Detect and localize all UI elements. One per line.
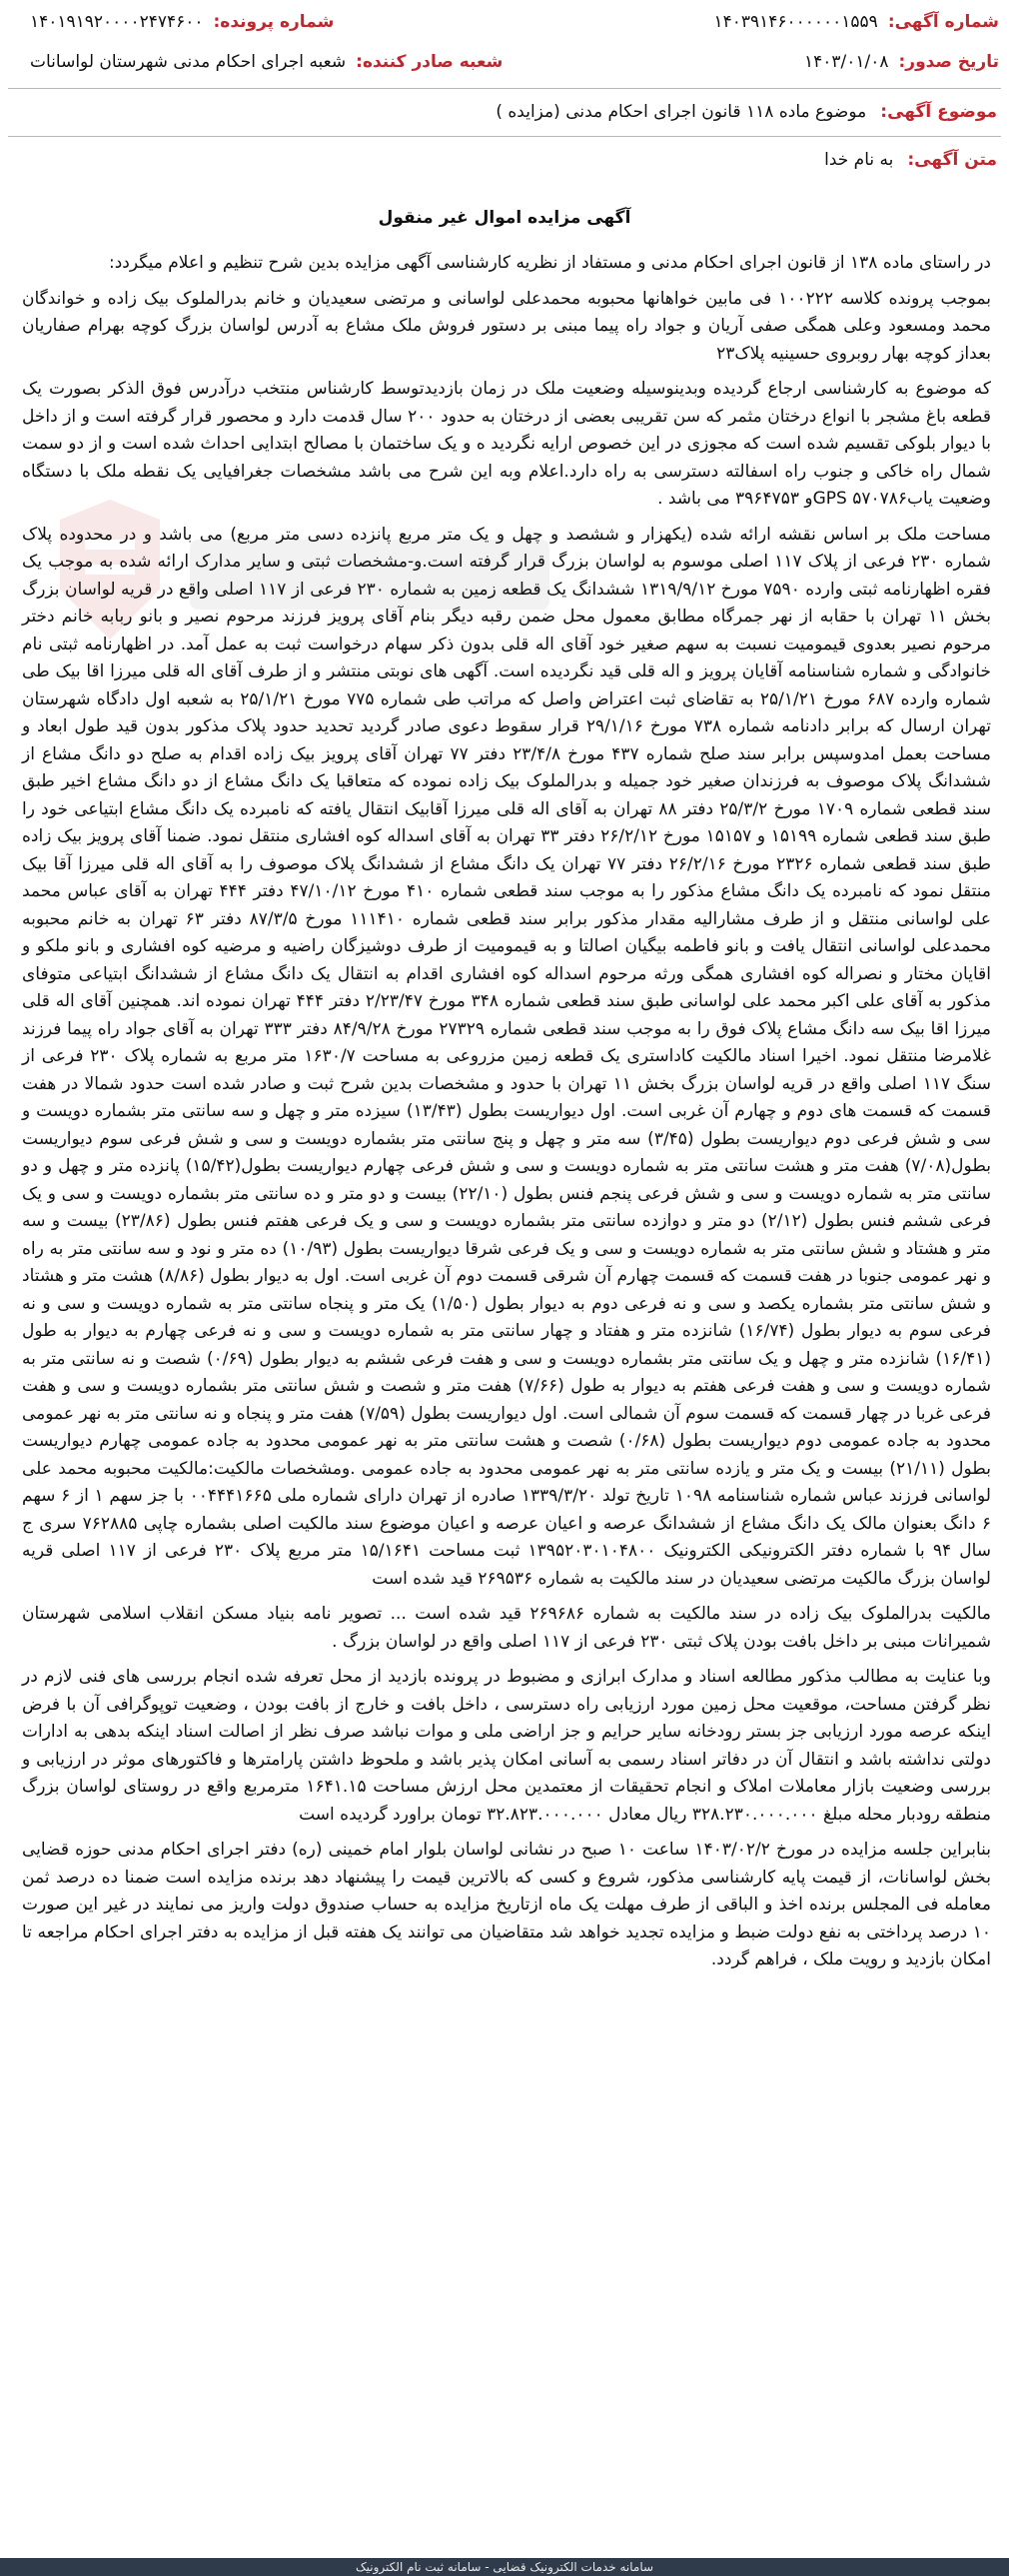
ad-number-group [713,12,999,32]
paragraph-ownership: مالکیت بدرالملوک بیک زاده در سند مالکیت به شماره ۲۶۹۶۸۶ قید شده است ... تصویر نامه بنیاد مسکن انقلاب اسلامی شهرستان شمیرانات مبنی بر داخل بافت بودن پلاک ثبتی ۲۳۰ فرعی از ۱۱۷ اصلی واقع در لواسان بزرگ . [22,1604,991,1652]
paragraph-inspection: که موضوع به کارشناسی ارجاع گردیده وبدینوسیله وضعیت ملک در زمان بازدیدتوسط کارشناس منتخب درآدرس فوق الذکر بصورت یک قطعه باغ مشجر با انواع درختان مثمر که سن تقریبی بعضی از درختان به حدود ۲۰۰ سال قدمت دارد و محصور قرار گرفته است و از داخل با دیوار بلوکی تقسیم شده است که مجوزی در این خصوص ارایه نگردید ه و یک ساختمان با مصالح ابتدایی احداث شده است و از دو سمت شمال راه خاکی و جنوب راه اسفالته دسترسی به راه دارد.اعلام وبه این شرح می باشد مشخصات جغرافیایی یک نقطه ملک با دستگاه وضعیت یابGPS ۵۷۰۷۸۶و ۳۹۶۴۷۵۳ می باشد . [22,379,991,509]
issue-date-group [804,52,999,72]
header-divider [8,88,1001,89]
text-label: متن آگهی: [907,150,997,170]
issuer-label: شعبه صادر کننده: [356,52,504,72]
subject-label: موضوع آگهی: [880,102,997,122]
page-footer: سامانه خدمات الکترونیک قضایی - سامانه ثبت نام الکترونیک [0,2558,1009,2576]
case-number-label: شماره پرونده: [213,12,335,32]
subject-value: موضوع ماده ۱۱۸ قانون اجرای احکام مدنی (مزایده ) [496,102,867,122]
issue-date-label: تاریخ صدور: [898,52,999,72]
case-number-group [30,12,334,32]
ad-number-label: شماره آگهی: [887,12,999,32]
paragraph-auction: بنابراین جلسه مزایده در مورخ ۱۴۰۳/۰۲/۲ ساعت ۱۰ صبح در نشانی لواسان بلوار امام خمینی (ره) دفتر اجرای احکام مدنی حوزه قضایی بخش لواسانات، از قیمت پایه کارشناسی مذکور، شروع و کسی که بالاترین قیمت را پیشنهاد دهد برنده مزایده است ضمنا ده درصد ثمن معامله فی المجلس برنده اخذ و الباقی از طرف مهلت یک ماه ازتاریخ مزایده به حساب صندوق دولت واریز می نمایند در غیر این صورت ۱۰ درصد پرداختی به نفع دولت ضبط و مزایده تجدید خواهد شد متقاضیان می توانند یک هفته قبل از مزایده به دفتر اجرای احکام مراجعه تا امکان بازدید و رویت ملک ، فراهم گردد. [22,1840,991,1969]
document-title: آگهی مزایده اموال غیر منقول [378,208,631,228]
subject-row [12,102,997,122]
document-body [22,250,991,1982]
issue-date-value: ۱۴۰۳/۰۱/۰۸ [803,52,889,72]
issuer-group [30,52,503,72]
paragraph-valuation: وبا عنایت به مطالب مذکور مطالعه اسناد و مدارک ابرازی و مضبوط در پرونده بازدید از محل تعرفه شده انجام بررسی های فنی لازم در نظر گرفتن مساحت، موقعیت محل زمین مورد ارزیابی راه دسترسی ، داخل بافت و خارج از بافت بودن ، وضعیت توپوگرافی آن با فرض اینکه عرصه مورد ارزیابی جز بستر رودخانه سایر حرایم و جز اراضی ملی و موات نباشد صرف نظر از اصالت اسناد اینکه بدهی به ادارات دولتی نداشته باشد و انتقال آن در دفاتر اسناد رسمی به آسانی امکان پذیر باشد و ملحوظ داشتن پارامترها و فاکتورهای موثر در ارزیابی و بررسی وضعیت بازار معاملات املاک و انجام تحقیقات از معتمدین محل ارزش مساحت ۱۶۴۱.۱۵ مترمربع واقع در روستای لواسان بزرگ منطقه رودبار محله مبلغ ۳۲۸.۲۳۰.۰۰۰.۰۰۰ ریال معادل ۳۲.۸۲۳.۰۰۰.۰۰۰ تومان براورد گردیده است [22,1667,991,1825]
paragraph-registry: مساحت ملک بر اساس نقشه ارائه شده (یکهزار و ششصد و چهل و یک متر مربع پانزده دسی متر مربع) می باشد و در محدوده پلاک شماره ۲۳۰ فرعی از پلاک ۱۱۷ اصلی موسوم به لواسان بزرگ قرار گرفته است.و-مشخصات ثبتی و سایر مدارک ارائه شده به موجب یک فقره اظهارنامه ثبتی وارده ۷۵۹۰ مورخ ۱۳۱۹/۹/۱۲ ششدانگ یک قطعه زمین به شماره ۲۳۰ فرعی از ۱۱۷ اصلی واقع در قریه لواسان بزرگ بخش ۱۱ تهران با حقابه از نهر جمرگاه مطابق معمول محل ضمن رقبه دیگر بنام آقای پرویز فرزند مرحوم نصیر و بانو ربابه خانم دختر مرحوم نصیر بعدوی قیمومیت نسبت به سهم صغیر خود آقای اله قلی بدون ذکر سهام درخواست ثبت به عمل آمد. در اظهارنامه ثبتی نام خانوادگی و شماره شناسنامه آقایان پرویز و اله قلی قید نگردیده است. آگهی های نوبتی منتشر و از طرف آقای اله قلی میرزا اقا بیک طی شماره وارده ۶۸۷ مورخ ۲۵/۱/۲۱ به تقاضای ثبت اعتراض واصل که مراتب طی شماره ۷۷۵ مورخ ۲۵/۱/۲۱ به شعبه اول دادگاه شهرستان تهران ارسال که برابر دادنامه شماره ۷۳۸ مورخ ۲۹/۱/۱۶ قرار سقوط دعوی صادر گردید تحدید حدود پلاک مذکور بدون قید طول ابعاد و مساحت بعمل امدوسپس برابر سند صلح شماره ۴۳۷ مورخ ۲۳/۴/۸ دفتر ۷۷ تهران آقای پرویز بیک زاده اقدام به صلح دو دانگ مشاع از ششدانگ پلاک موصوف به فرزندان صغیر خود جمیله و بدرالملوک بیک زاده نموده که متعاقبا یک دانگ مشاع از دو دانگ مشاع اخیر طبق سند قطعی شماره ۱۷۰۹ مورخ ۲۵/۳/۲ دفتر ۸۸ تهران به آقای اله قلی میرزا آقابیک انتقال یافته که نامبرده یک دانگ مشاع ابتیاعی خود را طبق سند قطعی شماره ۱۵۱۹۹ و ۱۵۱۵۷ مورخ ۲۶/۲/۱۲ دفتر ۳۳ تهران به آقای اسداله کوه افشاری منتقل نمود. ضمنا آقای پرویز بیک زاده طبق سند قطعی شماره ۲۳۲۶ مورخ ۲۶/۲/۱۶ دفتر ۷۷ تهران یک دانگ مشاع از ششدانگ پلاک موصوف را به آقای اله قلی میرزا آقا بیک منتقل نمود که نامبرده یک دانگ مشاع مذکور را به موجب سند قطعی شماره ۴۱۰ مورخ ۴۷/۱۰/۱۲ دفتر ۴۴۴ تهران به آقای عباس محمد علی لواسانی منتقل و از طرف مشارالیه مقدار مذکور برابر سند قطعی شماره ۱۱۱۴۱۰ مورخ ۸۷/۳/۵ دفتر ۶۳ تهران به خانم محبوبه محمدعلی لواسانی انتقال یافت و بانو فاطمه بیگیان اصالتا و به قیمومیت از طرف دوشیزگان راضیه و مرضیه کوه افشاری و بانو ملکو و اقایان مختار و نصراله کوه افشاری همگی ورثه مرحوم اسداله کوه افشاری اقدام به انتقال یک دانگ مشاع از ششدانگ ابتیاعی متوفای مذکور به آقای علی اکبر محمد علی لواسانی طبق سند قطعی شماره ۳۴۸ مورخ ۲/۲۳/۴۷ دفتر ۴۴۴ تهران نموده اند. همچنین آقای اله قلی میرزا اقا بیک سه دانگ مشاع پلاک فوق را به موجب سند قطعی شماره ۲۷۳۲۹ مورخ ۸۴/۹/۲۸ دفتر ۳۳۳ تهران به آقای جواد راه پیما فرزند غلامرضا منتقل نمود. اخیرا اسناد مالکیت کاداستری یک قطعه زمین مزروعی به مساحت ۱۶۳۰/۷ متر مربع به شماره پلاک ۲۳۰ فرعی از سنگ ۱۱۷ اصلی واقع در قریه لواسان بزرگ بخش ۱۱ تهران با حدود و مشخصات بدین شرح ثبت و صادر شده است حدود شمالا در هفت قسمت که قسمت های دوم و چهارم آن غربی است. اول دیواریست بطول (۱۳/۴۳) سیزده متر و چهل و سه سانتی متر بشماره دویست و سی و شش فرعی دوم دیواریست بطول (۳/۴۵) سه متر و چهل و پنج سانتی متر بشماره دویست و سی و شش فرعی سوم دیواریست بطول(۷/۰۸) هفت متر و هشت سانتی متر به شماره دویست و سی و شش فرعی چهارم دیواریست بطول(۱۵/۴۲) پانزده متر و چهل و دو سانتی متر به شماره دویست و سی و شش فرعی پنجم فنس بطول (۲۲/۱۰) بیست و دو متر و ده سانتی متر بشماره دویست و سی و یک فرعی ششم فنس بطول (۲/۱۲) دو متر و دوازده سانتی متر بشماره دویست و سی و یک فرعی هفتم فنس بطول (۲۳/۸۶) بیست و سه متر و هشتاد و شش سانتی متر به شماره دویست و سی و یک فرعی شرقا دیواریست بطول (۱۰/۹۳) ده متر و نود و سه سانتی متر به راه و نهر عمومی جنوبا در هفت قسمت که قسمت چهارم آن شرقی قسمت دوم آن غربی است. اول به دیوار بطول (۸/۸۶) هشت متر و هشتاد و شش سانتی متر بشماره یکصد و سی و نه فرعی دوم به دیوار بطول (۱/۵۰) یک متر و پنجاه سانتی متر به شماره دویست و سی و نه فرعی سوم به دیوار بطول (۱۶/۷۴) شانزده متر و هفتاد و چهار سانتی متر به شماره دویست و سی و نه فرعی چهارم به دیوار به طول (۱۶/۴۱) شانزده متر و چهل و یک سانتی متر بشماره دویست و سی و هفت فرعی ششم به دیوار بطول (۰/۶۹) شصت و نه سانتی متر به شماره دویست و سی و هفت فرعی هفتم به دیوار به طول (۷/۶۶) هفت متر و شصت و شش سانتی متر بشماره دویست و سی و هفت فرعی غربا در چهار قسمت که قسمت سوم آن شمالی است. اول دیواریست بطول (۷/۵۹) هفت متر و پنجاه و نه سانتی متر به نهر عمومی محدود به جاده عمومی دوم دیواریست بطول (۰/۶۸) شصت و هشت سانتی متر به نهر عمومی محدود به جاده عمومی چهارم دیواریست بطول (۲۱/۱۱) بیست و یک متر و یازده سانتی متر به نهر عمومی محدود به جاده عمومی .ومشخصات مالکیت:مالکیت محبوبه محمد علی لواسانی فرزند عباس شماره شناسنامه ۱۰۹۸ تاریخ تولد ۱۳۳۹/۳/۲۰ صادره از تهران دارای شماره ملی ۰۰۴۴۴۱۶۶۵ با جز سهم ۱ از ۶ سهم ۶ دانگ بعنوان مالک یک دانگ مشاع از ششدانگ عرصه و اعیان عرصه و اعیان موضوع سند مالکیت اصلی بشماره چاپی ۷۶۲۸۸۵ سری ج سال ۹۴ با شماره دفتر الکترونیکی الکترونیک ۱۳۹۵۲۰۳۰۱۰۴۸۰۰ ثبت مساحت ۱۵/۱۶۴۱ متر مربع پلاک ۲۳۰ فرعی از ۱۱۷ اصلی قریه لواسان بزرگ مالکیت مرتضی سعیدیان در سند مالکیت به شماره ۲۶۹۵۳۶ قید شده است [22,524,992,1589]
paragraph-intro: در راستای ماده ۱۳۸ از قانون اجرای احکام مدنی و مستفاد از نظریه کارشناسی آگهی مزایده بدین شرح تنظیم و اعلام میگردد: [109,253,991,273]
ad-number-value: ۱۴۰۳۹۱۴۶۰۰۰۰۰۰۱۵۵۹ [713,12,878,32]
header-row-numbers [10,12,999,32]
paragraph-case: بموجب پرونده کلاسه ۱۰۰۲۲۲ فی مابین خواهانها محبوبه محمدعلی لواسانی و مرتضی سعیدیان و خانم بدرالملوک بیک زاده و خواندگان محمد ومسعود وعلی همگی صفی آریان و جواد راه پیما مبنی بر دستور فروش ملک مشاع به آدرس لواسان بزرگ کوچه بهرام صفاریان بعداز کوچه بهار روبروی حسینیه پلاک۲۳ [22,288,991,364]
issuer-value: شعبه اجرای احکام مدنی شهرستان لواسانات [30,52,347,72]
header-row-issue [10,52,999,72]
subject-divider [8,136,1001,137]
case-number-value: ۱۴۰۱۹۱۹۲۰۰۰۰۲۴۷۴۶۰۰ [30,12,204,32]
text-opening: به نام خدا [824,150,894,170]
text-row [12,150,997,170]
